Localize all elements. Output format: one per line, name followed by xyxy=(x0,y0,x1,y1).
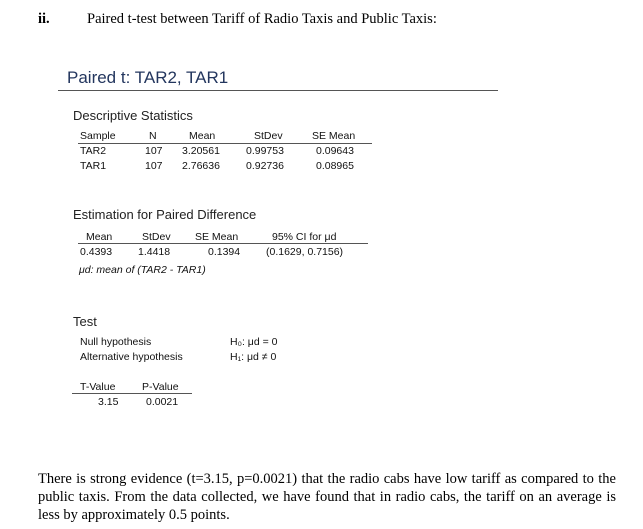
col-pvalue: P-Value xyxy=(142,381,179,393)
col-semean: SE Mean xyxy=(195,231,239,243)
table-cell: 3.20561 xyxy=(182,145,220,157)
col-n: N xyxy=(149,130,157,142)
table-cell: 107 xyxy=(145,160,163,172)
table-cell: 0.1394 xyxy=(208,246,241,258)
table-cell: 0.09643 xyxy=(316,145,354,157)
col-sample: Sample xyxy=(80,130,116,142)
section-number: ii. xyxy=(38,11,50,27)
col-mean: Mean xyxy=(189,130,216,142)
descriptive-header-rule xyxy=(78,143,372,144)
table-cell: 3.15 xyxy=(98,396,119,408)
col-ci: 95% CI for μd xyxy=(272,231,337,243)
table-cell: 0.99753 xyxy=(246,145,284,157)
null-hypothesis-label: Null hypothesis xyxy=(80,336,152,348)
alt-hypothesis-label: Alternative hypothesis xyxy=(80,351,183,363)
table-cell: 0.0021 xyxy=(146,396,179,408)
test-heading: Test xyxy=(73,314,97,329)
col-mean: Mean xyxy=(86,231,113,243)
estimation-header-rule xyxy=(78,243,368,244)
table-cell: 0.4393 xyxy=(80,246,113,258)
table-cell: (0.1629, 0.7156) xyxy=(266,246,344,258)
section-heading: Paired t-test between Tariff of Radio Taxis and Public Taxis: xyxy=(87,11,437,27)
col-stdev: StDev xyxy=(254,130,283,142)
title-rule xyxy=(58,90,498,91)
null-hypothesis-value: H₀: μd = 0 xyxy=(230,336,278,348)
table-row: TAR2 xyxy=(80,145,107,157)
descriptive-heading: Descriptive Statistics xyxy=(73,108,193,123)
estimation-heading: Estimation for Paired Difference xyxy=(73,207,257,222)
table-row: TAR1 xyxy=(80,160,107,172)
table-cell: 0.08965 xyxy=(316,160,354,172)
table-cell: 2.76636 xyxy=(182,160,220,172)
estimation-note: μd: mean of (TAR2 - TAR1) xyxy=(79,264,206,276)
col-semean: SE Mean xyxy=(312,130,356,142)
col-stdev: StDev xyxy=(142,231,171,243)
table-cell: 1.4418 xyxy=(138,246,171,258)
table-cell: 0.92736 xyxy=(246,160,284,172)
output-title: Paired t: TAR2, TAR1 xyxy=(67,68,229,87)
conclusion-paragraph: There is strong evidence (t=3.15, p=0.0021) that the radio cabs have low tariff as compared to the public taxis. From the data collected, we have found that in radio cabs, the tariff on an average is less by approximately 0.5 points. xyxy=(38,471,616,523)
table-cell: 107 xyxy=(145,145,163,157)
test-header-rule xyxy=(72,393,192,394)
alt-hypothesis-value: H₁: μd ≠ 0 xyxy=(230,351,277,363)
col-tvalue: T-Value xyxy=(80,381,116,393)
